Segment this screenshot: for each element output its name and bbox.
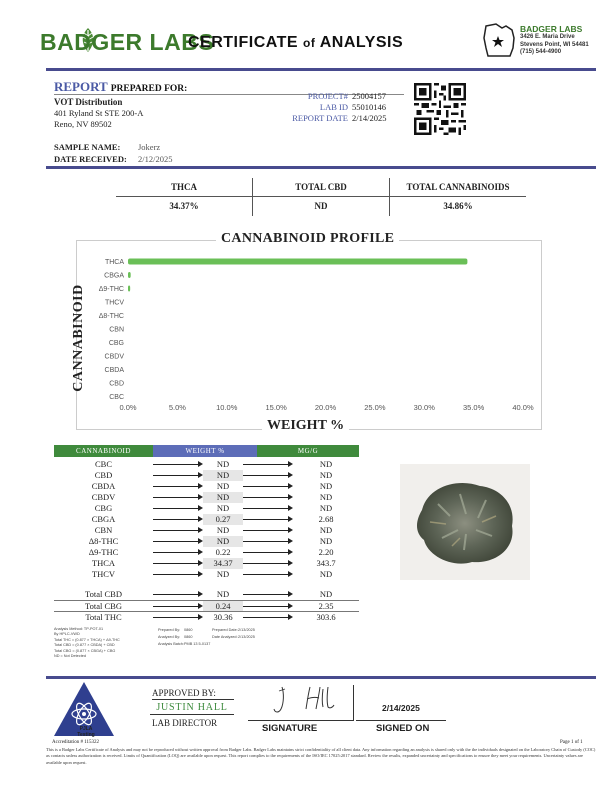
- chart-category-label: CBD: [109, 380, 124, 388]
- analysis-info-row: [158, 627, 266, 634]
- lab-id-label: LAB ID: [319, 102, 348, 112]
- chart-x-tick-label: 30.0%: [413, 403, 435, 412]
- lab-street: 3426 E. Maria Drive: [520, 34, 575, 40]
- analysis-info-v2: 2/13/2025: [238, 628, 255, 632]
- brand-name: BADGER LABS: [40, 29, 215, 55]
- mg-per-g: ND: [319, 481, 333, 491]
- totals-row: [54, 600, 359, 611]
- detail-header-mg: MG/G: [257, 445, 359, 457]
- cannabinoid-name: CBDV: [91, 492, 116, 502]
- arrow-right-icon: [243, 536, 293, 547]
- chart-category-label: Δ8-THC: [98, 313, 124, 320]
- weight-percent: 30.36: [213, 612, 233, 622]
- lab-phone: (715) 544-4900: [520, 49, 562, 55]
- cannabinoid-name: CBGA: [91, 514, 116, 524]
- chart-category-label: CBDA: [104, 367, 124, 374]
- weight-percent: ND: [216, 481, 230, 491]
- analysis-info-v: PMB 13 5-0137: [184, 642, 211, 646]
- cannabinoid-name: Total THC: [85, 612, 122, 622]
- arrow-right-icon: [153, 492, 203, 503]
- analysis-info-k2: Date Analyzed:: [212, 635, 238, 639]
- mg-per-g: ND: [319, 492, 333, 502]
- title-main: CERTIFICATE: [188, 34, 299, 51]
- pjla-label: [56, 726, 116, 738]
- analysis-info-row: [158, 634, 266, 641]
- analysis-info: [158, 627, 266, 648]
- approver-title: LAB DIRECTOR: [152, 718, 218, 728]
- cannabinoid-name: Total CBD: [85, 589, 122, 599]
- analysis-info-row: [158, 641, 266, 648]
- sample-name-value: Jokerz: [138, 142, 161, 152]
- chart-category-label: THCV: [104, 299, 124, 307]
- lab-city: Stevens Point, WI 54481: [520, 41, 589, 48]
- weight-percent: ND: [203, 536, 243, 547]
- title-end: ANALYSIS: [319, 34, 404, 51]
- arrow-right-icon: [243, 601, 293, 611]
- mg-per-g: 2.35: [318, 601, 334, 611]
- weight-percent: 0.24: [203, 601, 243, 611]
- weight-percent: ND: [216, 503, 230, 513]
- arrow-right-icon: [243, 547, 293, 558]
- chart-title: CANNABINOID PROFILE: [216, 231, 399, 247]
- summary-header-total-cbd: TOTAL CBD: [252, 178, 390, 197]
- arrow-right-icon: [243, 492, 293, 503]
- analysis-info-k: Prepared By:: [158, 628, 181, 632]
- report-heading: [54, 79, 187, 95]
- chart-x-tick-label: 20.0%: [314, 403, 337, 412]
- arrow-right-icon: [243, 514, 293, 525]
- analysis-info-k2: Prepared Date:: [212, 628, 238, 632]
- rows-row: [54, 492, 359, 503]
- chart-y-axis-label: CANNABINOID: [71, 284, 86, 392]
- signed-date-line: [356, 720, 446, 721]
- arrow-right-icon: [153, 514, 203, 525]
- mg-per-g: ND: [319, 536, 333, 546]
- chart-category-label: CBDV: [104, 353, 124, 361]
- sample-info: [54, 141, 172, 165]
- detail-table-rows: [54, 459, 359, 580]
- mg-per-g: 343.7: [316, 558, 336, 568]
- project-value: 25004157: [352, 91, 386, 101]
- cannabinoid-name: CBC: [94, 459, 112, 469]
- arrow-right-icon: [243, 481, 293, 492]
- client-city: Reno, NV 89502: [54, 119, 112, 129]
- cannabinoid-name: THCA: [91, 558, 116, 568]
- accreditation-number: Accreditation # 115322: [52, 740, 100, 745]
- chart-bar: [128, 259, 467, 265]
- lab-address: [520, 24, 589, 57]
- analysis-info-k: Analysis Batch:: [158, 642, 184, 646]
- chart-category-label: CBGA: [104, 272, 124, 280]
- cannabinoid-name: Total CBG: [85, 601, 122, 611]
- sample-name-label: SAMPLE NAME:: [54, 142, 121, 152]
- prepared-for-label: PREPARED FOR:: [110, 84, 188, 94]
- cannabinoid-name: Δ9-THC: [88, 547, 119, 557]
- arrow-right-icon: [243, 470, 293, 481]
- rows-row: [54, 525, 359, 536]
- rows-row: [54, 558, 359, 569]
- analysis-info-v2: 2/13/2025: [238, 635, 255, 639]
- pjla-sub: Testing: [77, 732, 95, 738]
- mg-per-g: 2.20: [318, 547, 334, 557]
- arrow-right-icon: [153, 601, 203, 611]
- method-note: Total CBG = (0.877 × CBGA) + CBG: [54, 648, 116, 653]
- project-values: [352, 91, 386, 124]
- weight-percent: ND: [216, 459, 230, 469]
- totals-row: [54, 589, 359, 600]
- chart-category-label: CBC: [109, 394, 124, 401]
- arrow-right-icon: [153, 481, 203, 492]
- analysis-info-v: 0860: [184, 635, 193, 639]
- arrow-right-icon: [153, 525, 203, 536]
- arrow-right-icon: [243, 569, 293, 580]
- chart-category-label: Δ9-THC: [98, 286, 124, 293]
- summary-header-total-cannabinoids: TOTAL CANNABINOIDS: [390, 178, 526, 197]
- weight-percent: ND: [203, 470, 243, 481]
- arrow-right-icon: [243, 612, 293, 622]
- arrow-right-icon: [153, 612, 203, 622]
- method-note: Analysis Method: TP-POT-01: [54, 627, 104, 631]
- sample-photo: [400, 464, 530, 580]
- weight-percent: ND: [216, 569, 230, 579]
- weight-percent: 0.27: [203, 514, 243, 525]
- summary-header-thca: THCA: [116, 178, 252, 197]
- mg-per-g: ND: [319, 569, 333, 579]
- project-label: PROJECT#: [307, 91, 348, 101]
- pjla-name: PJLA: [79, 726, 93, 732]
- chart-category-label: CBG: [108, 340, 124, 347]
- project-labels: [290, 91, 348, 124]
- rows-row: [54, 514, 359, 525]
- mg-per-g: ND: [319, 589, 333, 599]
- footer-divider: [46, 676, 596, 679]
- chart-category-label: THCA: [104, 259, 124, 266]
- detail-header-cannabinoid: CANNABINOID: [54, 445, 153, 457]
- approved-by-label: APPROVED BY:: [152, 688, 234, 700]
- weight-percent: 34.37: [203, 558, 243, 569]
- cannabinoid-name: Δ8-THC: [88, 536, 119, 546]
- client-name: VOT Distribution: [54, 97, 123, 107]
- lab-name: BADGER LABS: [520, 24, 583, 34]
- cannabinoid-name: CBDA: [91, 481, 116, 491]
- qr-code[interactable]: [414, 83, 466, 135]
- chart-x-tick-label: 40.0%: [512, 403, 534, 412]
- mg-per-g: ND: [319, 470, 333, 480]
- mg-per-g: ND: [319, 525, 333, 535]
- weight-percent: ND: [203, 492, 243, 503]
- chart-x-tick-label: 15.0%: [265, 403, 287, 412]
- summary-value-thca: 34.37%: [169, 201, 199, 211]
- mg-per-g: 2.68: [318, 514, 334, 524]
- section-divider: [46, 166, 596, 169]
- report-date-value: 2/14/2025: [352, 113, 387, 123]
- rows-row: [54, 503, 359, 514]
- document-title: [188, 34, 403, 52]
- header-divider: [46, 68, 596, 71]
- approver-name: JUSTIN HALL: [150, 702, 234, 715]
- method-note: ND = Not Detected: [54, 654, 86, 659]
- rows-row: [54, 481, 359, 492]
- mg-per-g: ND: [319, 503, 333, 513]
- title-of: of: [303, 36, 316, 50]
- totals-row: [54, 611, 359, 622]
- arrow-right-icon: [243, 459, 293, 470]
- arrow-right-icon: [243, 525, 293, 536]
- method-note: Total CBD = (0.877 × CBDA) + CBD: [54, 643, 115, 648]
- arrow-right-icon: [153, 589, 203, 600]
- arrow-right-icon: [153, 459, 203, 470]
- cannabinoid-name: CBG: [94, 503, 113, 513]
- arrow-right-icon: [153, 569, 203, 580]
- arrow-right-icon: [243, 589, 293, 600]
- cannabinoid-name: THCV: [91, 569, 116, 579]
- report-word: REPORT: [54, 79, 108, 94]
- mg-per-g: ND: [319, 459, 333, 469]
- cannabinoid-name: CBN: [94, 525, 113, 535]
- detail-table-header: [54, 445, 359, 457]
- chart-x-tick-label: 10.0%: [216, 403, 238, 412]
- analysis-info-v: 0860: [184, 628, 193, 632]
- signature-label: SIGNATURE: [262, 723, 318, 734]
- summary-table: [116, 178, 526, 216]
- chart-x-tick-label: 5.0%: [168, 403, 186, 412]
- chart-bar: [128, 272, 131, 278]
- signed-date: 2/14/2025: [382, 703, 420, 713]
- chart-x-axis-label: WEIGHT %: [262, 418, 349, 434]
- rows-row: [54, 536, 359, 547]
- client-info: [54, 97, 143, 130]
- method-note: Total THC = (0.877 × THCA) + Δ9-THC: [54, 637, 120, 642]
- arrow-right-icon: [153, 470, 203, 481]
- method-notes: [54, 627, 120, 659]
- chart-x-tick-label: 35.0%: [462, 403, 485, 412]
- arrow-right-icon: [243, 503, 293, 514]
- rows-row: [54, 470, 359, 481]
- arrow-right-icon: [243, 558, 293, 569]
- mg-per-g: 303.6: [316, 612, 336, 622]
- date-received-value: 2/12/2025: [138, 154, 173, 164]
- chart-x-tick-label: 0.0%: [119, 403, 137, 412]
- signed-on-label: SIGNED ON: [376, 723, 430, 734]
- detail-header-weight: WEIGHT %: [153, 445, 257, 457]
- summary-value-total-cannabinoids: 34.86%: [443, 201, 473, 211]
- cannabinoid-profile-chart: [76, 250, 542, 415]
- rows-row: [54, 459, 359, 470]
- date-received-label: DATE RECEIVED:: [54, 154, 127, 164]
- weight-percent: 0.22: [215, 547, 231, 557]
- analysis-info-k: Analyzed By:: [158, 635, 181, 639]
- arrow-right-icon: [153, 503, 203, 514]
- weight-percent: ND: [216, 589, 230, 599]
- chart-x-tick-label: 25.0%: [364, 403, 386, 412]
- disclaimer-text: This is a Badger Labs Certificate of Analysis and may not be reproduced without written approval from Badger Labs. Badger Labs maintains strict confidentiality of all client data. Any information regarding an analysis is shared only with the the individuals designated on the Laboratory Chain of Custody (COC) as contacts unless authorization is received. Limits of Quantification (LOQ) are available upon request. This report complies to the requirements of the ISO/IEC 17025:2017 standard. Review the results, expanded uncertainty and specifications to ensure they meet your requirements. Uncertainty values are available upon request.: [46, 747, 596, 765]
- method-note: By HPLC-VWD: [54, 632, 80, 637]
- cannabinoid-name: CBD: [94, 470, 113, 480]
- wisconsin-map-icon: [482, 20, 518, 60]
- rows-row: [54, 569, 359, 580]
- chart-bar: [128, 286, 130, 292]
- page-number: Page 1 of 1: [560, 740, 583, 745]
- lab-id-value: 55010146: [352, 102, 386, 112]
- arrow-right-icon: [153, 547, 203, 558]
- client-street: 401 Ryland St STE 200-A: [54, 108, 144, 118]
- arrow-right-icon: [153, 558, 203, 569]
- signature-image: [270, 683, 350, 717]
- summary-value-total-cbd: ND: [252, 197, 390, 216]
- arrow-right-icon: [153, 536, 203, 547]
- detail-table-totals: [54, 589, 359, 622]
- weight-percent: ND: [216, 525, 230, 535]
- rows-row: [54, 547, 359, 558]
- report-date-label: REPORT DATE: [292, 113, 348, 123]
- chart-category-label: CBN: [109, 326, 124, 334]
